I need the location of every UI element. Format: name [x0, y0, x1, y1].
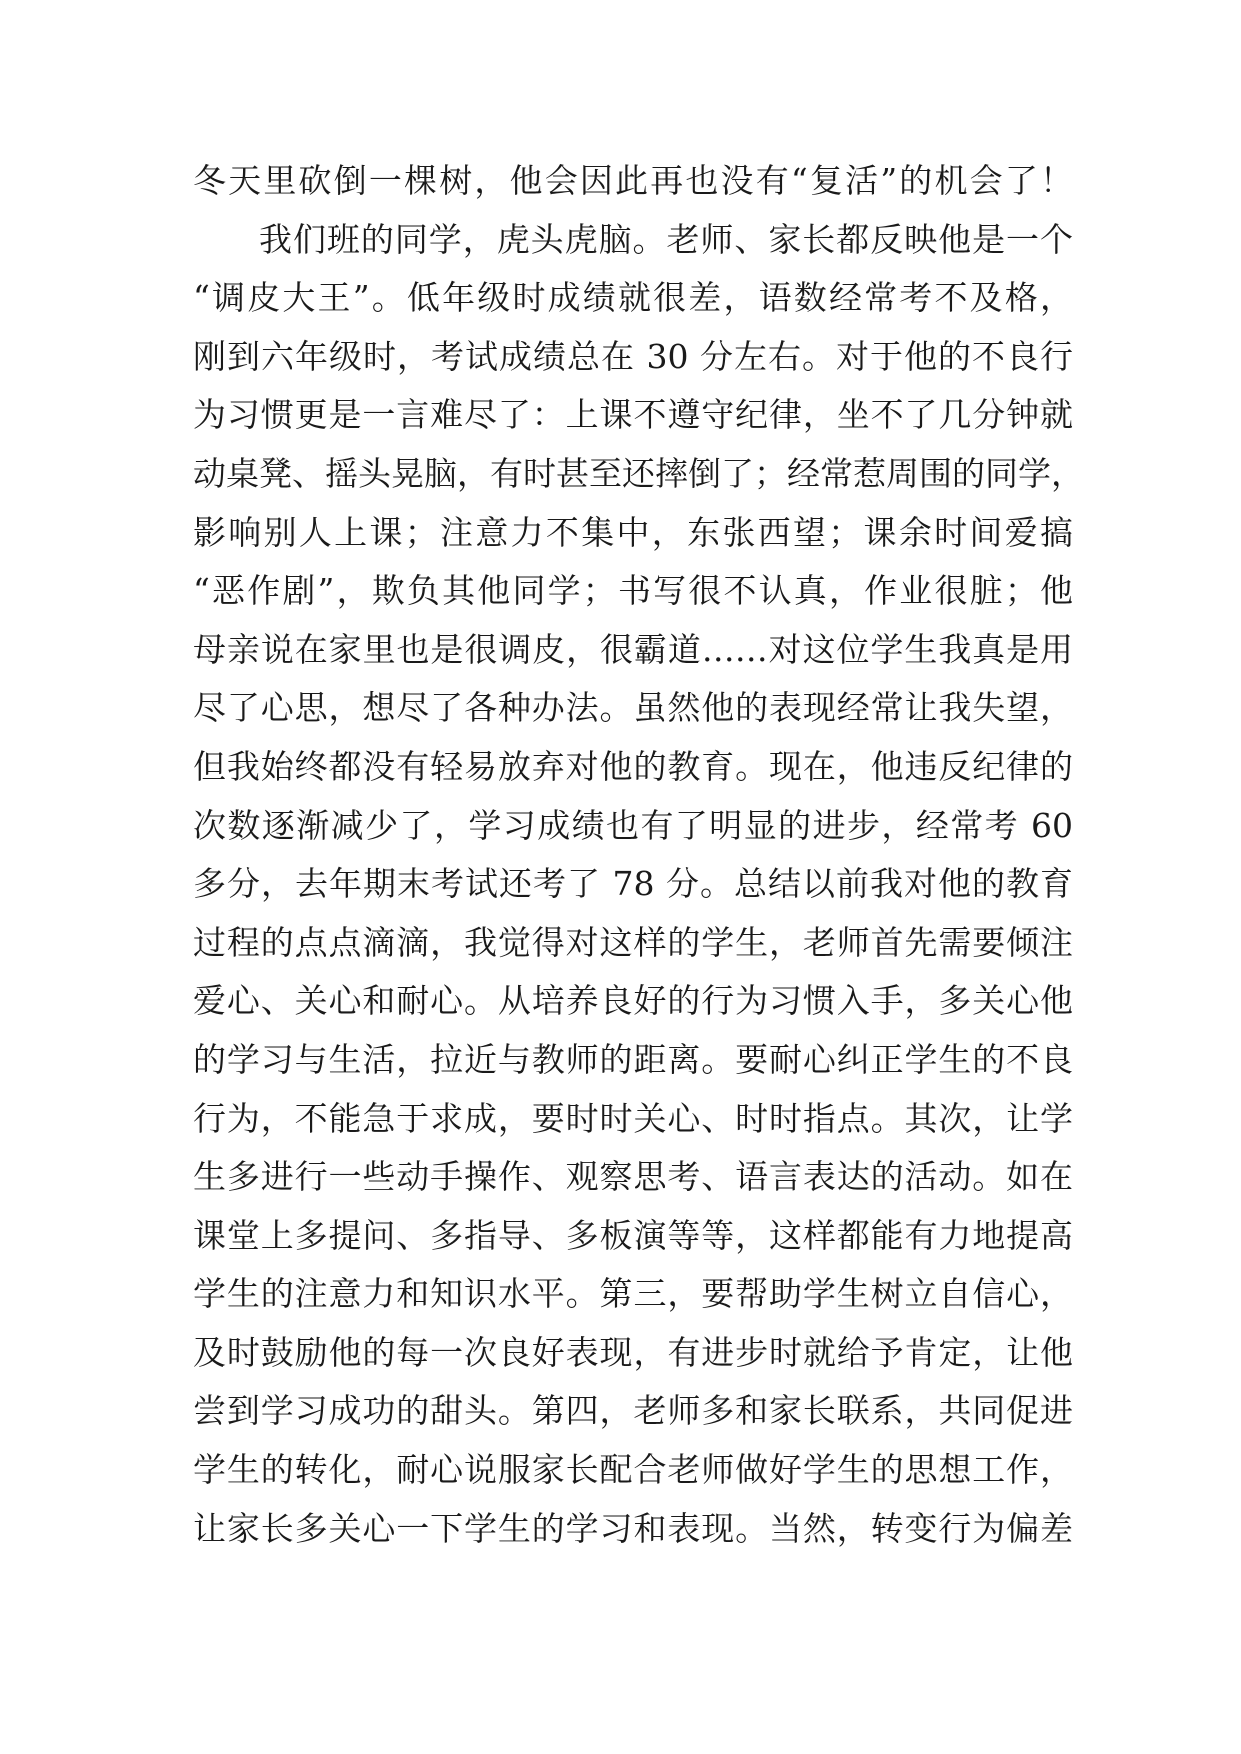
- text-line: 多分，去年期末考试还考了 78 分。总结以前我对他的教育: [193, 864, 1073, 904]
- text-line: 但我始终都没有轻易放弃对他的教育。现在，他违反纪律的: [193, 746, 1073, 786]
- text-line: 刚到六年级时，考试成绩总在 30 分左右。对于他的不良行: [193, 336, 1073, 376]
- text-line: 动桌凳、摇头晃脑，有时甚至还摔倒了；经常惹周围的同学，: [193, 453, 1084, 493]
- text-line: 的学习与生活，拉近与教师的距离。要耐心纠正学生的不良: [193, 1039, 1073, 1079]
- text-line: 学生的注意力和知识水平。第三，要帮助学生树立自信心，: [193, 1274, 1073, 1314]
- paragraph-first-line: 我们班的同学，虎头虎脑。老师、家长都反映他是一个: [259, 219, 1073, 259]
- text-line: “调皮大王”。低年级时成绩就很差，语数经常考不及格，: [193, 278, 1073, 318]
- text-line: 尽了心思，想尽了各种办法。虽然他的表现经常让我失望，: [193, 688, 1073, 728]
- text-line: 及时鼓励他的每一次良好表现，有进步时就给予肯定，让他: [193, 1332, 1073, 1372]
- text-line: 生多进行一些动手操作、观察思考、语言表达的活动。如在: [193, 1157, 1073, 1197]
- text-line: 行为，不能急于求成，要时时关心、时时指点。其次，让学: [193, 1098, 1073, 1138]
- text-line: 为习惯更是一言难尽了：上课不遵守纪律，坐不了几分钟就: [193, 395, 1073, 435]
- text-line: 让家长多关心一下学生的学习和表现。当然，转变行为偏差: [193, 1508, 1073, 1548]
- text-line: 尝到学习成功的甜头。第四，老师多和家长联系，共同促进: [193, 1391, 1073, 1431]
- document-body: [193, 152, 1084, 1558]
- text-line: 课堂上多提问、多指导、多板演等等，这样都能有力地提高: [193, 1215, 1073, 1255]
- text-line: 过程的点点滴滴，我觉得对这样的学生，老师首先需要倾注: [193, 922, 1073, 962]
- text-line: 冬天里砍倒一棵树，他会因此再也没有“复活”的机会了！: [193, 161, 1073, 200]
- text-line: “恶作剧”，欺负其他同学；书写很不认真，作业很脏；他: [193, 571, 1073, 611]
- text-line: 母亲说在家里也是很调皮，很霸道……对这位学生我真是用: [193, 629, 1073, 669]
- text-line: 学生的转化，耐心说服家长配合老师做好学生的思想工作，: [193, 1450, 1073, 1490]
- text-line: 爱心、关心和耐心。从培养良好的行为习惯入手，多关心他: [193, 981, 1073, 1021]
- text-line: 次数逐渐减少了，学习成绩也有了明显的进步，经常考 60: [193, 805, 1073, 845]
- text-line: 影响别人上课；注意力不集中，东张西望；课余时间爱搞: [193, 512, 1073, 552]
